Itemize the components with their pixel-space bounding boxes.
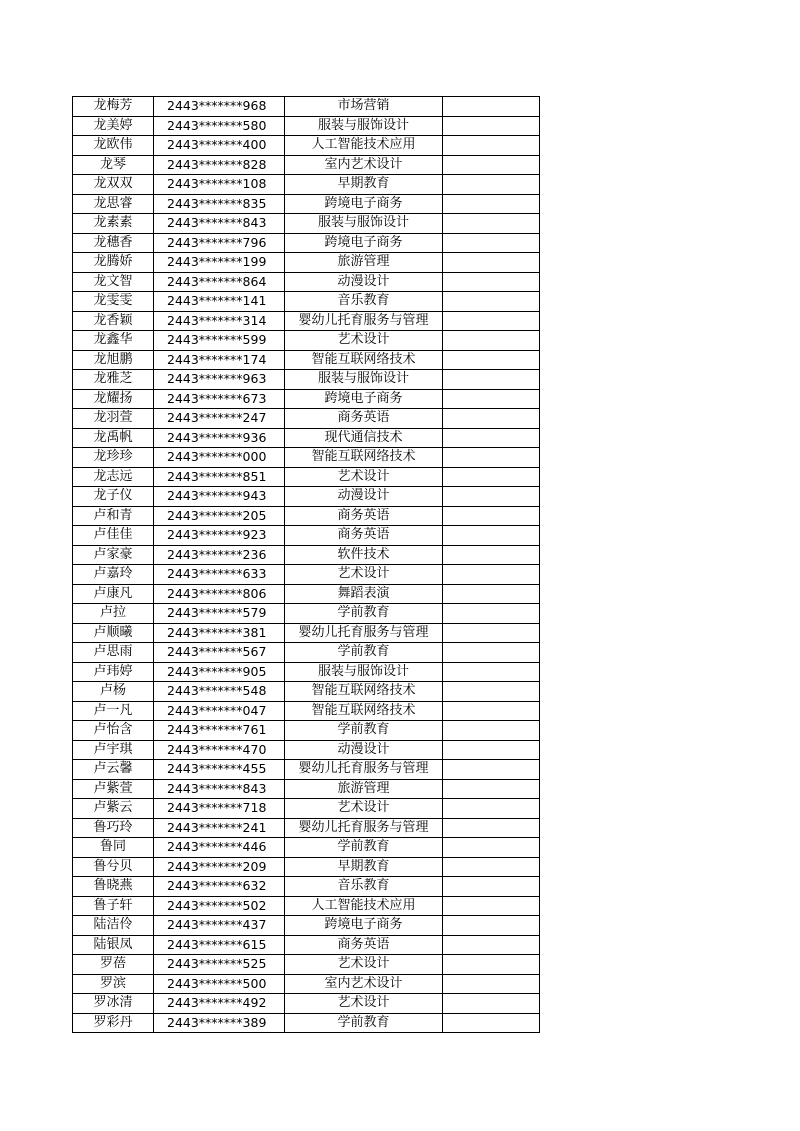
table-row	[73, 682, 540, 702]
table-row	[73, 662, 540, 682]
name-cell: 龙文智	[73, 272, 154, 292]
id-cell: 2443*******905	[154, 662, 285, 682]
table-row	[73, 604, 540, 624]
table-row	[73, 331, 540, 351]
table-row	[73, 857, 540, 877]
table-row	[73, 877, 540, 897]
id-cell: 2443*******615	[154, 935, 285, 955]
empty-cell	[443, 838, 540, 858]
major-cell: 音乐教育	[285, 292, 443, 312]
name-cell: 龙志远	[73, 467, 154, 487]
student-table	[72, 96, 540, 1033]
empty-cell	[443, 857, 540, 877]
name-cell: 罗冰清	[73, 994, 154, 1014]
empty-cell	[443, 955, 540, 975]
name-cell: 卢紫萱	[73, 779, 154, 799]
empty-cell	[443, 448, 540, 468]
name-cell: 陆银凤	[73, 935, 154, 955]
empty-cell	[443, 623, 540, 643]
table-row	[73, 584, 540, 604]
empty-cell	[443, 721, 540, 741]
empty-cell	[443, 877, 540, 897]
table-row	[73, 448, 540, 468]
id-cell: 2443*******796	[154, 233, 285, 253]
empty-cell	[443, 740, 540, 760]
name-cell: 卢玮婷	[73, 662, 154, 682]
name-cell: 卢康凡	[73, 584, 154, 604]
id-cell: 2443*******843	[154, 214, 285, 234]
major-cell: 软件技术	[285, 545, 443, 565]
major-cell: 早期教育	[285, 857, 443, 877]
major-cell: 艺术设计	[285, 955, 443, 975]
table-row	[73, 916, 540, 936]
empty-cell	[443, 370, 540, 390]
empty-cell	[443, 136, 540, 156]
table-row	[73, 136, 540, 156]
major-cell: 人工智能技术应用	[285, 136, 443, 156]
id-cell: 2443*******000	[154, 448, 285, 468]
name-cell: 卢杨	[73, 682, 154, 702]
empty-cell	[443, 896, 540, 916]
major-cell: 早期教育	[285, 175, 443, 195]
table-row	[73, 779, 540, 799]
name-cell: 龙珍珍	[73, 448, 154, 468]
table-row	[73, 233, 540, 253]
empty-cell	[443, 916, 540, 936]
major-cell: 婴幼儿托育服务与管理	[285, 818, 443, 838]
name-cell: 卢云馨	[73, 760, 154, 780]
major-cell: 艺术设计	[285, 467, 443, 487]
id-cell: 2443*******400	[154, 136, 285, 156]
name-cell: 卢嘉玲	[73, 565, 154, 585]
major-cell: 学前教育	[285, 838, 443, 858]
table-row	[73, 1013, 540, 1033]
empty-cell	[443, 409, 540, 429]
table-row	[73, 721, 540, 741]
id-cell: 2443*******580	[154, 116, 285, 136]
name-cell: 卢紫云	[73, 799, 154, 819]
id-cell: 2443*******963	[154, 370, 285, 390]
table-row	[73, 974, 540, 994]
major-cell: 动漫设计	[285, 272, 443, 292]
major-cell: 智能互联网络技术	[285, 682, 443, 702]
id-cell: 2443*******525	[154, 955, 285, 975]
empty-cell	[443, 487, 540, 507]
empty-cell	[443, 233, 540, 253]
name-cell: 卢佳佳	[73, 526, 154, 546]
major-cell: 现代通信技术	[285, 428, 443, 448]
table-row	[73, 740, 540, 760]
major-cell: 学前教育	[285, 643, 443, 663]
major-cell: 室内艺术设计	[285, 155, 443, 175]
empty-cell	[443, 506, 540, 526]
table-row	[73, 409, 540, 429]
major-cell: 跨境电子商务	[285, 194, 443, 214]
name-cell: 卢家豪	[73, 545, 154, 565]
id-cell: 2443*******470	[154, 740, 285, 760]
id-cell: 2443*******936	[154, 428, 285, 448]
major-cell: 服装与服饰设计	[285, 214, 443, 234]
name-cell: 鲁同	[73, 838, 154, 858]
empty-cell	[443, 643, 540, 663]
major-cell: 艺术设计	[285, 331, 443, 351]
name-cell: 卢顺曦	[73, 623, 154, 643]
id-cell: 2443*******199	[154, 253, 285, 273]
major-cell: 服装与服饰设计	[285, 116, 443, 136]
id-cell: 2443*******437	[154, 916, 285, 936]
id-cell: 2443*******446	[154, 838, 285, 858]
major-cell: 商务英语	[285, 526, 443, 546]
empty-cell	[443, 604, 540, 624]
id-cell: 2443*******141	[154, 292, 285, 312]
id-cell: 2443*******761	[154, 721, 285, 741]
name-cell: 龙耀扬	[73, 389, 154, 409]
table-row	[73, 799, 540, 819]
major-cell: 服装与服饰设计	[285, 370, 443, 390]
major-cell: 婴幼儿托育服务与管理	[285, 623, 443, 643]
major-cell: 跨境电子商务	[285, 916, 443, 936]
table-row	[73, 623, 540, 643]
major-cell: 室内艺术设计	[285, 974, 443, 994]
name-cell: 龙腾娇	[73, 253, 154, 273]
table-row	[73, 97, 540, 117]
empty-cell	[443, 175, 540, 195]
empty-cell	[443, 760, 540, 780]
name-cell: 鲁子轩	[73, 896, 154, 916]
major-cell: 婴幼儿托育服务与管理	[285, 311, 443, 331]
empty-cell	[443, 818, 540, 838]
major-cell: 艺术设计	[285, 799, 443, 819]
name-cell: 卢思雨	[73, 643, 154, 663]
major-cell: 艺术设计	[285, 565, 443, 585]
empty-cell	[443, 194, 540, 214]
table-row	[73, 896, 540, 916]
id-cell: 2443*******923	[154, 526, 285, 546]
empty-cell	[443, 974, 540, 994]
id-cell: 2443*******174	[154, 350, 285, 370]
table-row	[73, 272, 540, 292]
name-cell: 龙欧伟	[73, 136, 154, 156]
table-row	[73, 155, 540, 175]
empty-cell	[443, 799, 540, 819]
table-row	[73, 526, 540, 546]
major-cell: 智能互联网络技术	[285, 448, 443, 468]
major-cell: 智能互联网络技术	[285, 350, 443, 370]
name-cell: 龙双双	[73, 175, 154, 195]
major-cell: 商务英语	[285, 409, 443, 429]
name-cell: 鲁巧玲	[73, 818, 154, 838]
table-row	[73, 935, 540, 955]
id-cell: 2443*******389	[154, 1013, 285, 1033]
id-cell: 2443*******633	[154, 565, 285, 585]
name-cell: 龙雅芝	[73, 370, 154, 390]
id-cell: 2443*******567	[154, 643, 285, 663]
name-cell: 卢宇琪	[73, 740, 154, 760]
empty-cell	[443, 292, 540, 312]
table-row	[73, 955, 540, 975]
major-cell: 学前教育	[285, 1013, 443, 1033]
name-cell: 龙思睿	[73, 194, 154, 214]
major-cell: 智能互联网络技术	[285, 701, 443, 721]
empty-cell	[443, 526, 540, 546]
id-cell: 2443*******108	[154, 175, 285, 195]
empty-cell	[443, 155, 540, 175]
table-row	[73, 545, 540, 565]
table-row	[73, 487, 540, 507]
name-cell: 龙雯雯	[73, 292, 154, 312]
name-cell: 罗彩丹	[73, 1013, 154, 1033]
id-cell: 2443*******455	[154, 760, 285, 780]
id-cell: 2443*******843	[154, 779, 285, 799]
empty-cell	[443, 701, 540, 721]
id-cell: 2443*******579	[154, 604, 285, 624]
id-cell: 2443*******548	[154, 682, 285, 702]
table-row	[73, 370, 540, 390]
name-cell: 龙琴	[73, 155, 154, 175]
id-cell: 2443*******673	[154, 389, 285, 409]
id-cell: 2443*******502	[154, 896, 285, 916]
table-row	[73, 311, 540, 331]
major-cell: 动漫设计	[285, 740, 443, 760]
empty-cell	[443, 545, 540, 565]
id-cell: 2443*******500	[154, 974, 285, 994]
name-cell: 龙香颖	[73, 311, 154, 331]
id-cell: 2443*******492	[154, 994, 285, 1014]
name-cell: 龙美婷	[73, 116, 154, 136]
id-cell: 2443*******806	[154, 584, 285, 604]
table-body	[73, 97, 540, 1033]
table-row	[73, 643, 540, 663]
empty-cell	[443, 97, 540, 117]
table-row	[73, 760, 540, 780]
major-cell: 市场营销	[285, 97, 443, 117]
table-row	[73, 175, 540, 195]
table-row	[73, 467, 540, 487]
major-cell: 商务英语	[285, 506, 443, 526]
empty-cell	[443, 428, 540, 448]
table-row	[73, 838, 540, 858]
name-cell: 卢一凡	[73, 701, 154, 721]
id-cell: 2443*******835	[154, 194, 285, 214]
major-cell: 动漫设计	[285, 487, 443, 507]
id-cell: 2443*******943	[154, 487, 285, 507]
name-cell: 卢拉	[73, 604, 154, 624]
id-cell: 2443*******632	[154, 877, 285, 897]
table-row	[73, 565, 540, 585]
table-row	[73, 428, 540, 448]
name-cell: 罗滨	[73, 974, 154, 994]
table-row	[73, 701, 540, 721]
id-cell: 2443*******314	[154, 311, 285, 331]
table-row	[73, 818, 540, 838]
empty-cell	[443, 253, 540, 273]
id-cell: 2443*******851	[154, 467, 285, 487]
empty-cell	[443, 350, 540, 370]
id-cell: 2443*******718	[154, 799, 285, 819]
empty-cell	[443, 935, 540, 955]
major-cell: 学前教育	[285, 721, 443, 741]
empty-cell	[443, 467, 540, 487]
major-cell: 服装与服饰设计	[285, 662, 443, 682]
table-row	[73, 253, 540, 273]
id-cell: 2443*******864	[154, 272, 285, 292]
empty-cell	[443, 1013, 540, 1033]
table-row	[73, 994, 540, 1014]
empty-cell	[443, 331, 540, 351]
empty-cell	[443, 389, 540, 409]
id-cell: 2443*******236	[154, 545, 285, 565]
major-cell: 婴幼儿托育服务与管理	[285, 760, 443, 780]
id-cell: 2443*******828	[154, 155, 285, 175]
major-cell: 艺术设计	[285, 994, 443, 1014]
id-cell: 2443*******247	[154, 409, 285, 429]
name-cell: 龙素素	[73, 214, 154, 234]
empty-cell	[443, 779, 540, 799]
table-row	[73, 389, 540, 409]
id-cell: 2443*******241	[154, 818, 285, 838]
major-cell: 旅游管理	[285, 253, 443, 273]
name-cell: 陆洁伶	[73, 916, 154, 936]
id-cell: 2443*******047	[154, 701, 285, 721]
empty-cell	[443, 214, 540, 234]
empty-cell	[443, 565, 540, 585]
table-row	[73, 116, 540, 136]
id-cell: 2443*******381	[154, 623, 285, 643]
name-cell: 卢怡含	[73, 721, 154, 741]
name-cell: 龙穗香	[73, 233, 154, 253]
empty-cell	[443, 662, 540, 682]
major-cell: 商务英语	[285, 935, 443, 955]
name-cell: 鲁兮贝	[73, 857, 154, 877]
major-cell: 学前教育	[285, 604, 443, 624]
table-row	[73, 350, 540, 370]
table-row	[73, 506, 540, 526]
name-cell: 鲁晓燕	[73, 877, 154, 897]
name-cell: 卢和青	[73, 506, 154, 526]
empty-cell	[443, 584, 540, 604]
name-cell: 龙旭鹏	[73, 350, 154, 370]
major-cell: 旅游管理	[285, 779, 443, 799]
empty-cell	[443, 116, 540, 136]
empty-cell	[443, 682, 540, 702]
name-cell: 罗蓓	[73, 955, 154, 975]
id-cell: 2443*******205	[154, 506, 285, 526]
id-cell: 2443*******209	[154, 857, 285, 877]
major-cell: 音乐教育	[285, 877, 443, 897]
id-cell: 2443*******968	[154, 97, 285, 117]
name-cell: 龙梅芳	[73, 97, 154, 117]
name-cell: 龙鑫华	[73, 331, 154, 351]
major-cell: 舞蹈表演	[285, 584, 443, 604]
table-row	[73, 194, 540, 214]
major-cell: 跨境电子商务	[285, 389, 443, 409]
name-cell: 龙子仪	[73, 487, 154, 507]
table-row	[73, 292, 540, 312]
name-cell: 龙禹帆	[73, 428, 154, 448]
id-cell: 2443*******599	[154, 331, 285, 351]
major-cell: 人工智能技术应用	[285, 896, 443, 916]
empty-cell	[443, 311, 540, 331]
empty-cell	[443, 272, 540, 292]
major-cell: 跨境电子商务	[285, 233, 443, 253]
empty-cell	[443, 994, 540, 1014]
table-row	[73, 214, 540, 234]
name-cell: 龙羽萱	[73, 409, 154, 429]
